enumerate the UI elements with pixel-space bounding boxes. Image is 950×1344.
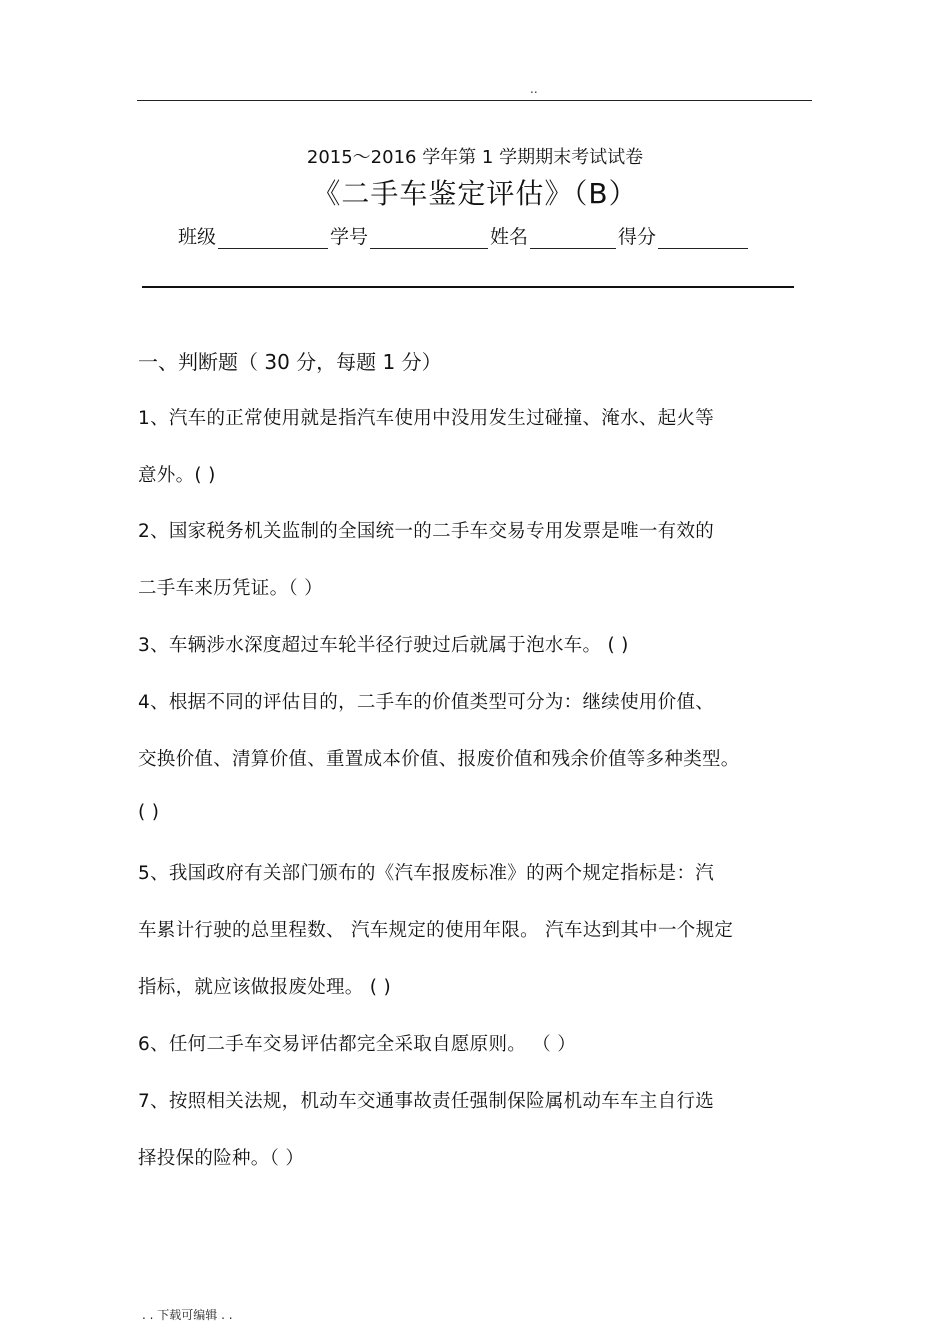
exam-term-text: 2015～2016 学年第 1 学期期末考试试卷 [306,147,644,168]
section-title: 一、判断题（ 30 分，每题 1 分） [138,350,442,374]
question-line: 2、国家税务机关监制的全国统一的二手车交易专用发票是唯一有效的 [138,521,715,542]
question-line: 二手车来历凭证。（ ） [138,578,323,599]
separator-rule [142,286,794,288]
question-line: 1、汽车的正常使用就是指汽车使用中没用发生过碰撞、淹水、起火等 [138,408,715,429]
question-line: 指标，就应该做报废处理。 ( ) [138,977,391,998]
question-line: ( ) [138,802,160,823]
exam-term-line [0,143,950,169]
question-line: 车累计行驶的总里程数、 汽车规定的使用年限。 汽车达到其中一个规定 [138,920,734,941]
header-dots: .. [530,82,538,96]
footer-text: . . 下载可编辑 . . [142,1308,233,1322]
header-rule [137,100,812,101]
question-line: 6、任何二手车交易评估都完全采取自愿原则。 （ ） [138,1034,577,1055]
student-id-label: 学号 [330,226,369,248]
class-label: 班级 [178,226,217,248]
score-label: 得分 [618,226,657,248]
student-info-row [178,222,750,249]
course-title: 《二手车鉴定评估》（B） [312,177,638,210]
question-line: 意外。( ) [138,465,216,486]
question-line: 交换价值、清算价值、重置成本价值、报废价值和残余价值等多种类型。 [138,749,740,770]
question-line: 4、根据不同的评估目的，二手车的价值类型可分为：继续使用价值、 [138,692,715,713]
question-line: 5、我国政府有关部门颁布的《汽车报废标准》的两个规定指标是：汽 [138,863,715,884]
question-line: 3、车辆涉水深度超过车轮半径行驶过后就属于泡水车。 ( ) [138,635,629,656]
question-line: 择投保的险种。（ ） [138,1148,305,1169]
class-field[interactable] [218,228,328,249]
score-field[interactable] [658,228,748,249]
name-field[interactable] [530,228,616,249]
name-label: 姓名 [490,226,529,248]
question-line: 7、按照相关法规，机动车交通事故责任强制保险属机动车车主自行选 [138,1091,715,1112]
student-id-field[interactable] [370,228,488,249]
